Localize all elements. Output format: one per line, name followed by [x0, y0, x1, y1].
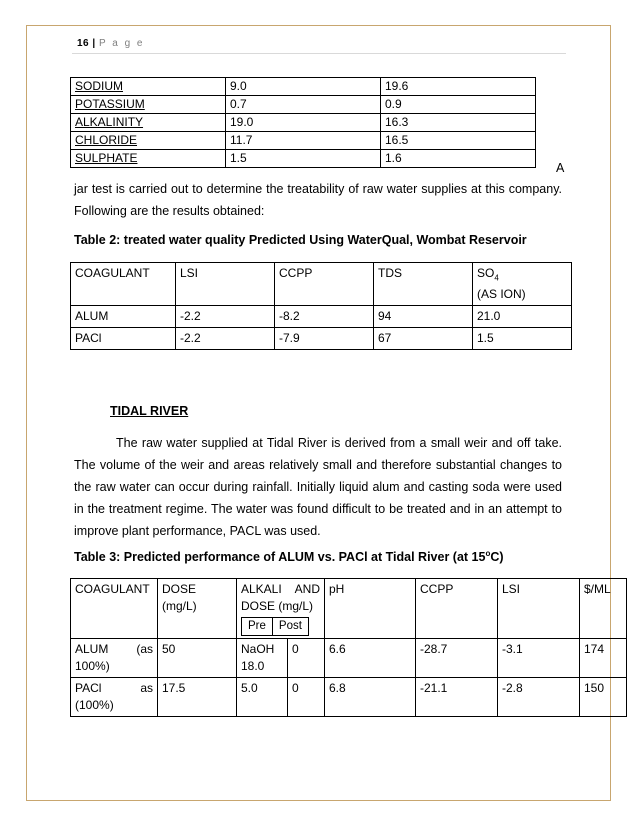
- table-cell: 67: [374, 328, 473, 350]
- paragraph-first-word: A: [556, 161, 565, 175]
- table-cell: 0: [288, 678, 325, 717]
- table-cell: 9.0: [226, 78, 381, 96]
- table-cell: 16.3: [381, 114, 536, 132]
- table-cell: 19.6: [381, 78, 536, 96]
- table-cell: 6.6: [325, 639, 416, 678]
- table-row: [71, 114, 536, 132]
- table-header: LSI: [498, 579, 580, 639]
- table-cell: -2.2: [176, 306, 275, 328]
- table-row: [71, 678, 627, 717]
- table-header: [473, 263, 572, 306]
- coagulant-quality-table: [70, 262, 572, 350]
- page-number: 16: [77, 38, 90, 49]
- ion-table: [70, 77, 536, 168]
- jar-test-paragraph: jar test is carried out to determine the treatability of raw water supplies at this company. Following are the results obtained:: [74, 182, 562, 218]
- table-row: [71, 639, 627, 678]
- pre-post-subheader: Pre Post: [241, 617, 309, 636]
- table-cell: CHLORIDE: [71, 132, 226, 150]
- so-label: SO: [477, 266, 495, 280]
- tidal-paragraph: The raw water supplied at Tidal River is derived from a small weir and off take. The volume of the weir and areas relatively small and therefore substantial changes to the raw water can occur during rainfall. Initially liquid alum and casting soda were used in the treatment regime. The water was found difficult to be treated and in an attempt to improve plant performance, PACL was used.: [74, 436, 562, 538]
- table-cell: 21.0: [473, 306, 572, 328]
- table-header: LSI: [176, 263, 275, 306]
- table-cell: 174: [580, 639, 627, 678]
- table-cell: 16.5: [381, 132, 536, 150]
- table-cell: 1.6: [381, 150, 536, 168]
- page-header: 16 | P a g e: [77, 38, 145, 49]
- table-header: COAGULANT: [71, 579, 158, 639]
- table-cell: ALUM (as 100%): [71, 639, 158, 678]
- table-cell: SULPHATE: [71, 150, 226, 168]
- table-header: TDS: [374, 263, 473, 306]
- table-cell: 0.9: [381, 96, 536, 114]
- table-header: COAGULANT: [71, 263, 176, 306]
- table-cell: 0: [288, 639, 325, 678]
- table-cell: -21.1: [416, 678, 498, 717]
- table-cell: -8.2: [275, 306, 374, 328]
- so-subscript: 4: [494, 273, 499, 283]
- so-unit: (AS ION): [477, 287, 526, 302]
- table-header: ALKALI AND DOSE (mg/L) Pre Post: [237, 579, 325, 639]
- table-row: [71, 150, 536, 168]
- table3-caption: Table 3: Predicted performance of ALUM vs. PACl at Tidal River (at 15$^o$C): [74, 549, 504, 565]
- table-header: pH: [325, 579, 416, 639]
- table-cell: SODIUM: [71, 78, 226, 96]
- table-cell: -2.2: [176, 328, 275, 350]
- table-cell: PACl: [71, 328, 176, 350]
- table-cell: 50: [158, 639, 237, 678]
- table-cell: 0.7: [226, 96, 381, 114]
- table-header: CCPP: [275, 263, 374, 306]
- table-cell: 11.7: [226, 132, 381, 150]
- table-cell: 19.0: [226, 114, 381, 132]
- performance-table: [70, 578, 627, 717]
- table2-caption: Table 2: treated water quality Predicted Using WaterQual, Wombat Reservoir: [74, 233, 527, 247]
- table-row: [71, 132, 536, 150]
- table-header: DOSE (mg/L): [158, 579, 237, 639]
- page-label: P a g e: [98, 38, 145, 49]
- table-cell: 1.5: [226, 150, 381, 168]
- header-divider: [72, 53, 566, 54]
- table-cell: PACl as (100%): [71, 678, 158, 717]
- table-cell: 150: [580, 678, 627, 717]
- table-row: [71, 306, 572, 328]
- table-header-row: [71, 579, 627, 639]
- table-cell: ALKALINITY: [71, 114, 226, 132]
- table-header: $/ML: [580, 579, 627, 639]
- table-row: [71, 328, 572, 350]
- table-cell: -7.9: [275, 328, 374, 350]
- table-cell: -3.1: [498, 639, 580, 678]
- table-cell: -28.7: [416, 639, 498, 678]
- table-cell: -2.8: [498, 678, 580, 717]
- table-header-row: [71, 263, 572, 306]
- table-cell: ALUM: [71, 306, 176, 328]
- section-heading: TIDAL RIVER: [110, 404, 189, 418]
- table-cell: NaOH 18.0: [237, 639, 288, 678]
- table-row: [71, 78, 536, 96]
- table-cell: 6.8: [325, 678, 416, 717]
- table-cell: 5.0: [237, 678, 288, 717]
- table-header: CCPP: [416, 579, 498, 639]
- table-cell: 94: [374, 306, 473, 328]
- table-row: [71, 96, 536, 114]
- table-cell: POTASSIUM: [71, 96, 226, 114]
- table-cell: 1.5: [473, 328, 572, 350]
- table-cell: 17.5: [158, 678, 237, 717]
